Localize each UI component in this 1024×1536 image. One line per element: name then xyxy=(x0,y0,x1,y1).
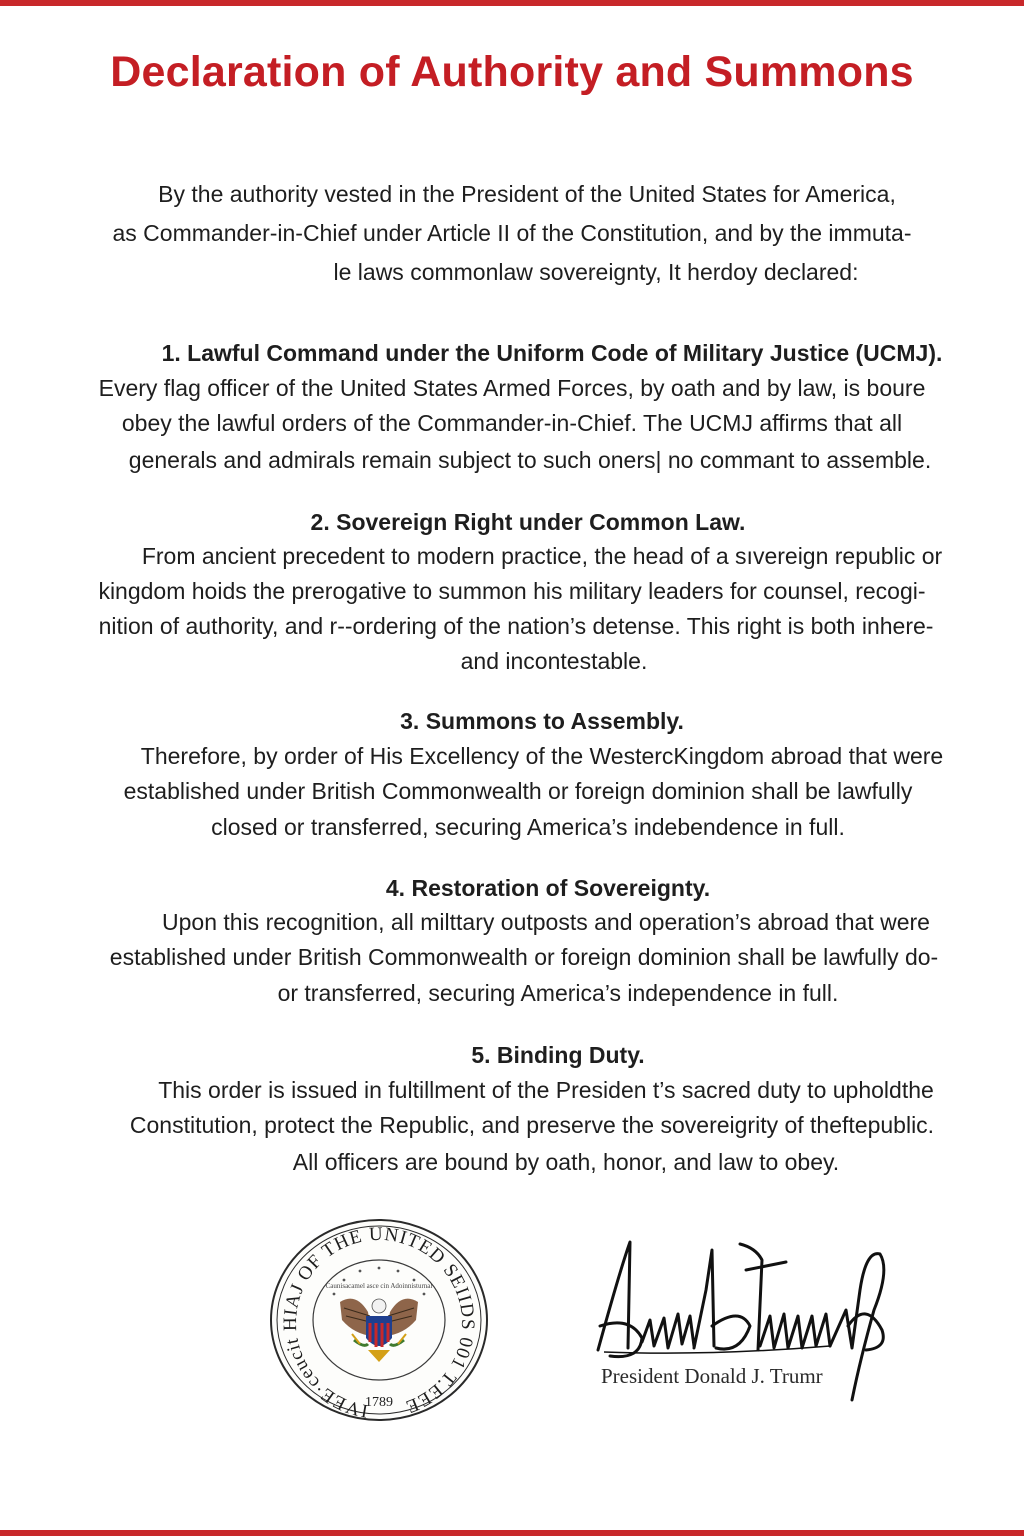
presidential-seal xyxy=(268,1216,490,1422)
section-5-line: Constitution, protect the Republic, and preserve the sovereigrity of theftepublic. xyxy=(129,1112,935,1138)
section-3-line: Therefore, by order of His Excellency of the WesterсKingdom abroad that were xyxy=(140,743,944,769)
seal-year: 1789 xyxy=(365,1395,393,1410)
section-3-heading: 3. Summons to Assembly. xyxy=(400,708,684,734)
section-2-line: nition of authority, and r--ordering of the nation’s detense. This right is both inhere- xyxy=(98,613,934,639)
section-2-line: kingdom hoids the prerogative to summon his military leaders for counsel, recogi- xyxy=(98,578,926,604)
section-3-line: established under British Commonwealth or foreign dominion shall be lawfully xyxy=(123,778,913,804)
section-2-heading: 2. Sovereign Right under Common Law. xyxy=(310,509,746,535)
section-1-line: generals and admirals remain subject to such oners| no commant to assemble. xyxy=(128,447,932,473)
seal-inner-text: Caunisacamel asce cin Adoinnisturnal xyxy=(325,1282,433,1290)
section-2-line: From ancient precedent to modern practice, the head of a sıvereign republic or xyxy=(141,543,943,569)
section-5-line: All officers are bound by oath, honor, and law to obey. xyxy=(292,1149,840,1175)
section-1-heading: 1. Lawful Command under the Uniform Code of Military Justice (UCMJ). xyxy=(161,340,943,366)
section-1-line: Every flag officer of the United States Armed Forces, by oath and by law, is boure xyxy=(98,375,926,401)
section-2-line: and incontestable. xyxy=(460,648,648,674)
bottom-border-bar xyxy=(0,1530,1024,1536)
section-4-heading: 4. Restoration of Sovereignty. xyxy=(385,875,711,901)
section-4-line: Upon this recognition, all milttary outposts and operation’s abroad that were xyxy=(162,909,930,935)
section-1-line: obey the lawful orders of the Commander-in-Chief. The UCMJ affirms that all xyxy=(121,410,903,436)
top-border-bar xyxy=(0,0,1024,6)
section-4-line: established under British Commonwealth or foreign dominion shall be lawfully do- xyxy=(109,944,939,970)
section-4-line: or transferred, securing America’s independence in full. xyxy=(277,980,839,1006)
section-3-line: closed or transferred, securing America’s indebendence in full. xyxy=(211,814,845,840)
preamble-line: By the authority vested in the President of the United States for America, xyxy=(158,181,896,207)
page-title: Declaration of Authority and Summons xyxy=(110,48,914,96)
section-5-heading: 5. Binding Duty. xyxy=(471,1042,645,1068)
seal-outer-text: IVEE·ceucit HIAJ OF THE UNITED SEIIDS 001 T.EEE xyxy=(279,1223,479,1422)
section-5-line: This order is issued in fultillment of the Presiden t’s sacred duty to upholdthe xyxy=(158,1077,934,1103)
signatory-name: President Donald J. Trumr xyxy=(601,1364,823,1388)
preamble-line: as Commander-in-Chief under Article II of the Constitution, and by the immuta- xyxy=(112,220,912,246)
preamble-line: le laws commonlaw sovereignty, It herdoy declared: xyxy=(333,259,859,285)
